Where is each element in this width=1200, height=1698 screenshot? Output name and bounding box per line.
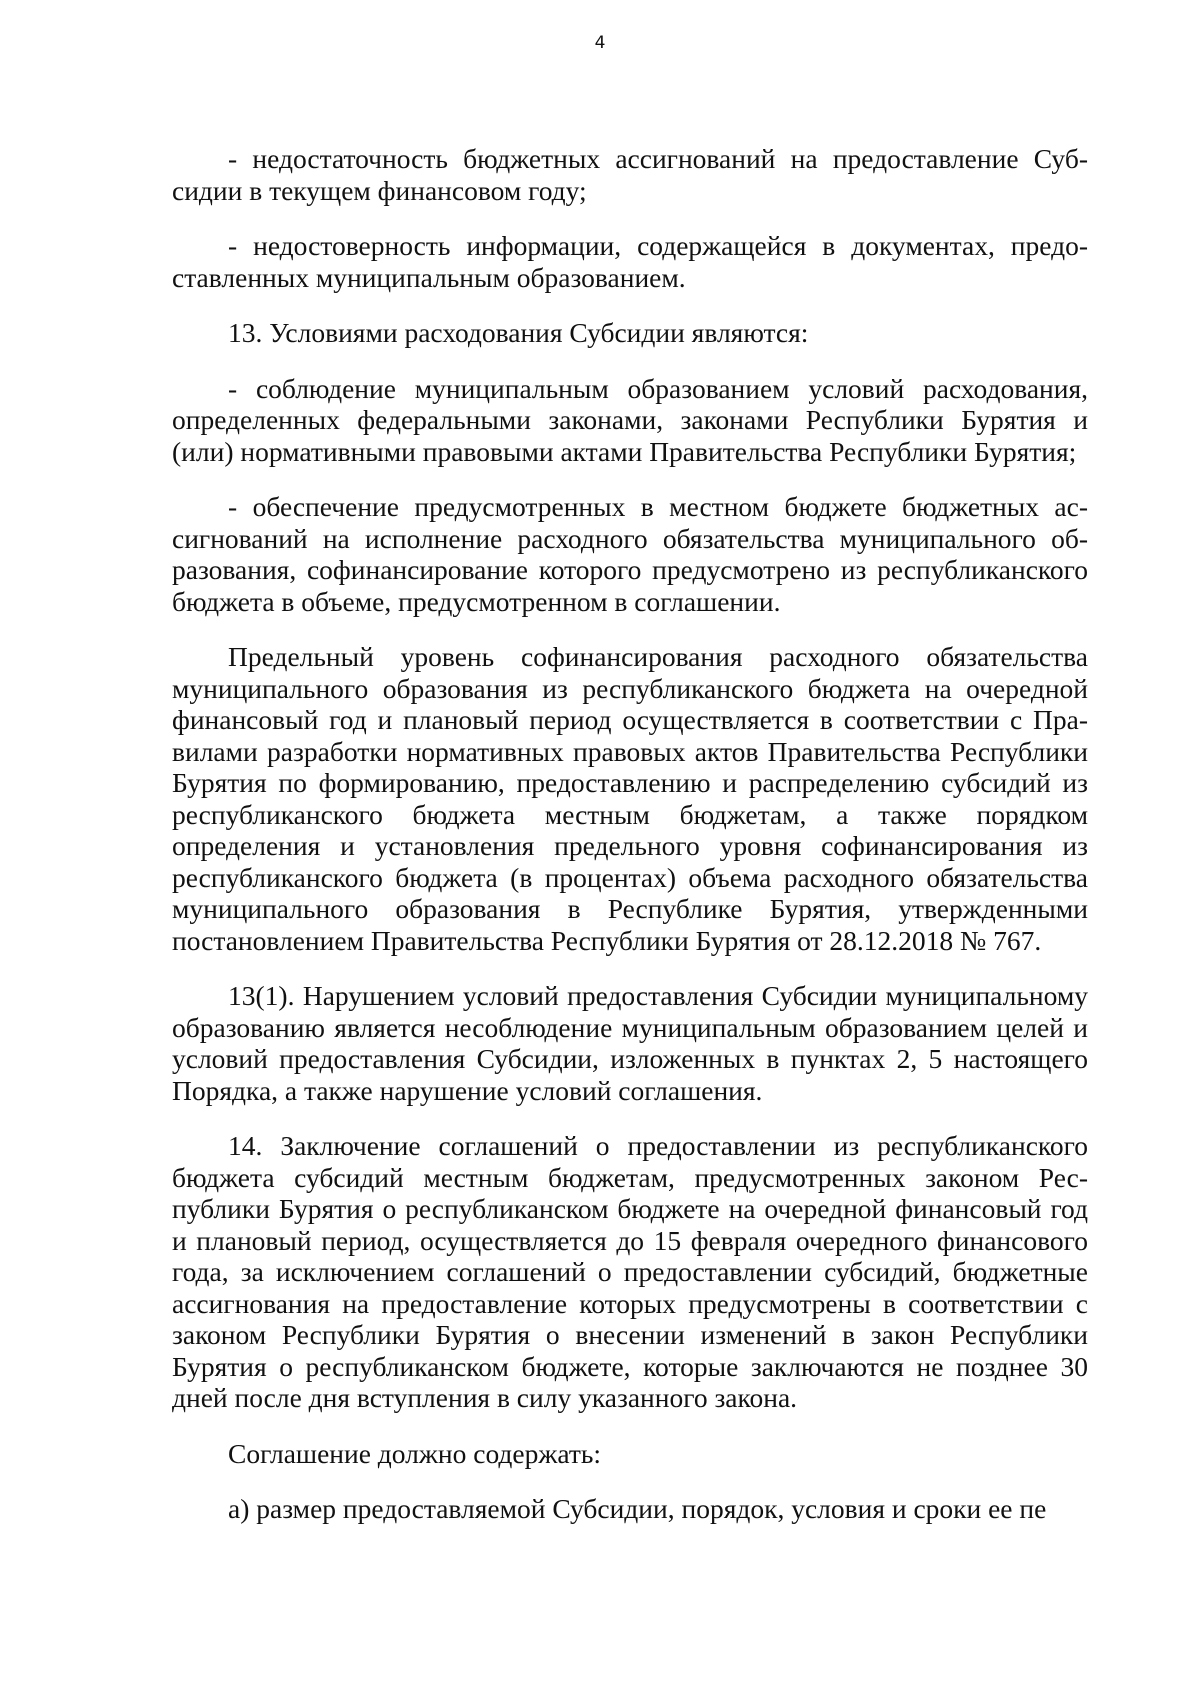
paragraph-section-13-1: 13(1). Нарушением условий предоставления Субсидии муниципальному образованию является несоблюдение муниципальным образованием целей и условий предоставления Субсидии, изложенных в пунктах 2, 5 настоящего Порядка, а также нарушение условий соглашения. xyxy=(172,980,1088,1106)
paragraph-section-13-heading: 13. Условиями расходования Субсидии являются: xyxy=(228,317,809,348)
paragraph-item-a: а) размер предоставляемой Субсидии, порядок, условия и сроки ее пе xyxy=(228,1493,1047,1524)
paragraph-section-14: 14. Заключение соглашений о предоставлении из республиканского бюджета субсидий местным бюджетам, предусмотренных законом Республики Бурятия о республиканском бюджете на очередной финансовый год и плановый период, осуществляется до 15 февраля очередного финансового года, за исключением соглашений о предоставлении субсидий, бюджетные ассигнования на предоставление которых предусмотрены в соответствии с законом Республики Бурятия о внесении изменений в закон Республики Бурятия о республиканском бюджете, которые заключаются не позднее 30 дней после дня вступления в силу указанного закона. xyxy=(172,1130,1088,1413)
paragraph-insufficient-allocations: - недостаточность бюджетных ассигнований на предоставление Субсидии в текущем финансовом году; xyxy=(172,143,1088,206)
paragraph-unreliable-information: - недостоверность информации, содержащейся в документах, предоставленных муниципальным образованием. xyxy=(172,230,1088,293)
document-body xyxy=(172,143,1088,1549)
paragraph-agreement-contents: Соглашение должно содержать: xyxy=(228,1437,602,1469)
paragraph-compliance-conditions: - соблюдение муниципальным образованием условий расходования, определенных федеральными законами, законами Республики Бурятия и (или) нормативными правовыми актами Правительства Республики Бурятия; xyxy=(172,372,1088,467)
paragraph-cofinancing-limit: Предельный уровень софинансирования расходного обязательства муниципального образования из республиканского бюджета на очередной финансовый год и плановый период осуществляется в соответствии с Правилами разработки нормативных правовых актов Правительства Республики Бурятия по формированию, предоставлению и распределению субсидий из республиканского бюджета местным бюджетам, а также порядком определения и установления предельного уровня софинансирования из республиканского бюджета (в процентах) объема расходного обязательства муниципального образования в Республике Бурятия, утвержденными постановлением Правительства Республики Бурятия от 28.12.2018 № 767. xyxy=(172,641,1088,956)
page-number: 4 xyxy=(594,33,606,53)
paragraph-local-budget-provision: - обеспечение предусмотренных в местном бюджете бюджетных ассигнований на исполнение расходного обязательства муниципального образования, софинансирование которого предусмотрено из республиканского бюджета в объеме, предусмотренном в соглашении. xyxy=(172,491,1088,617)
